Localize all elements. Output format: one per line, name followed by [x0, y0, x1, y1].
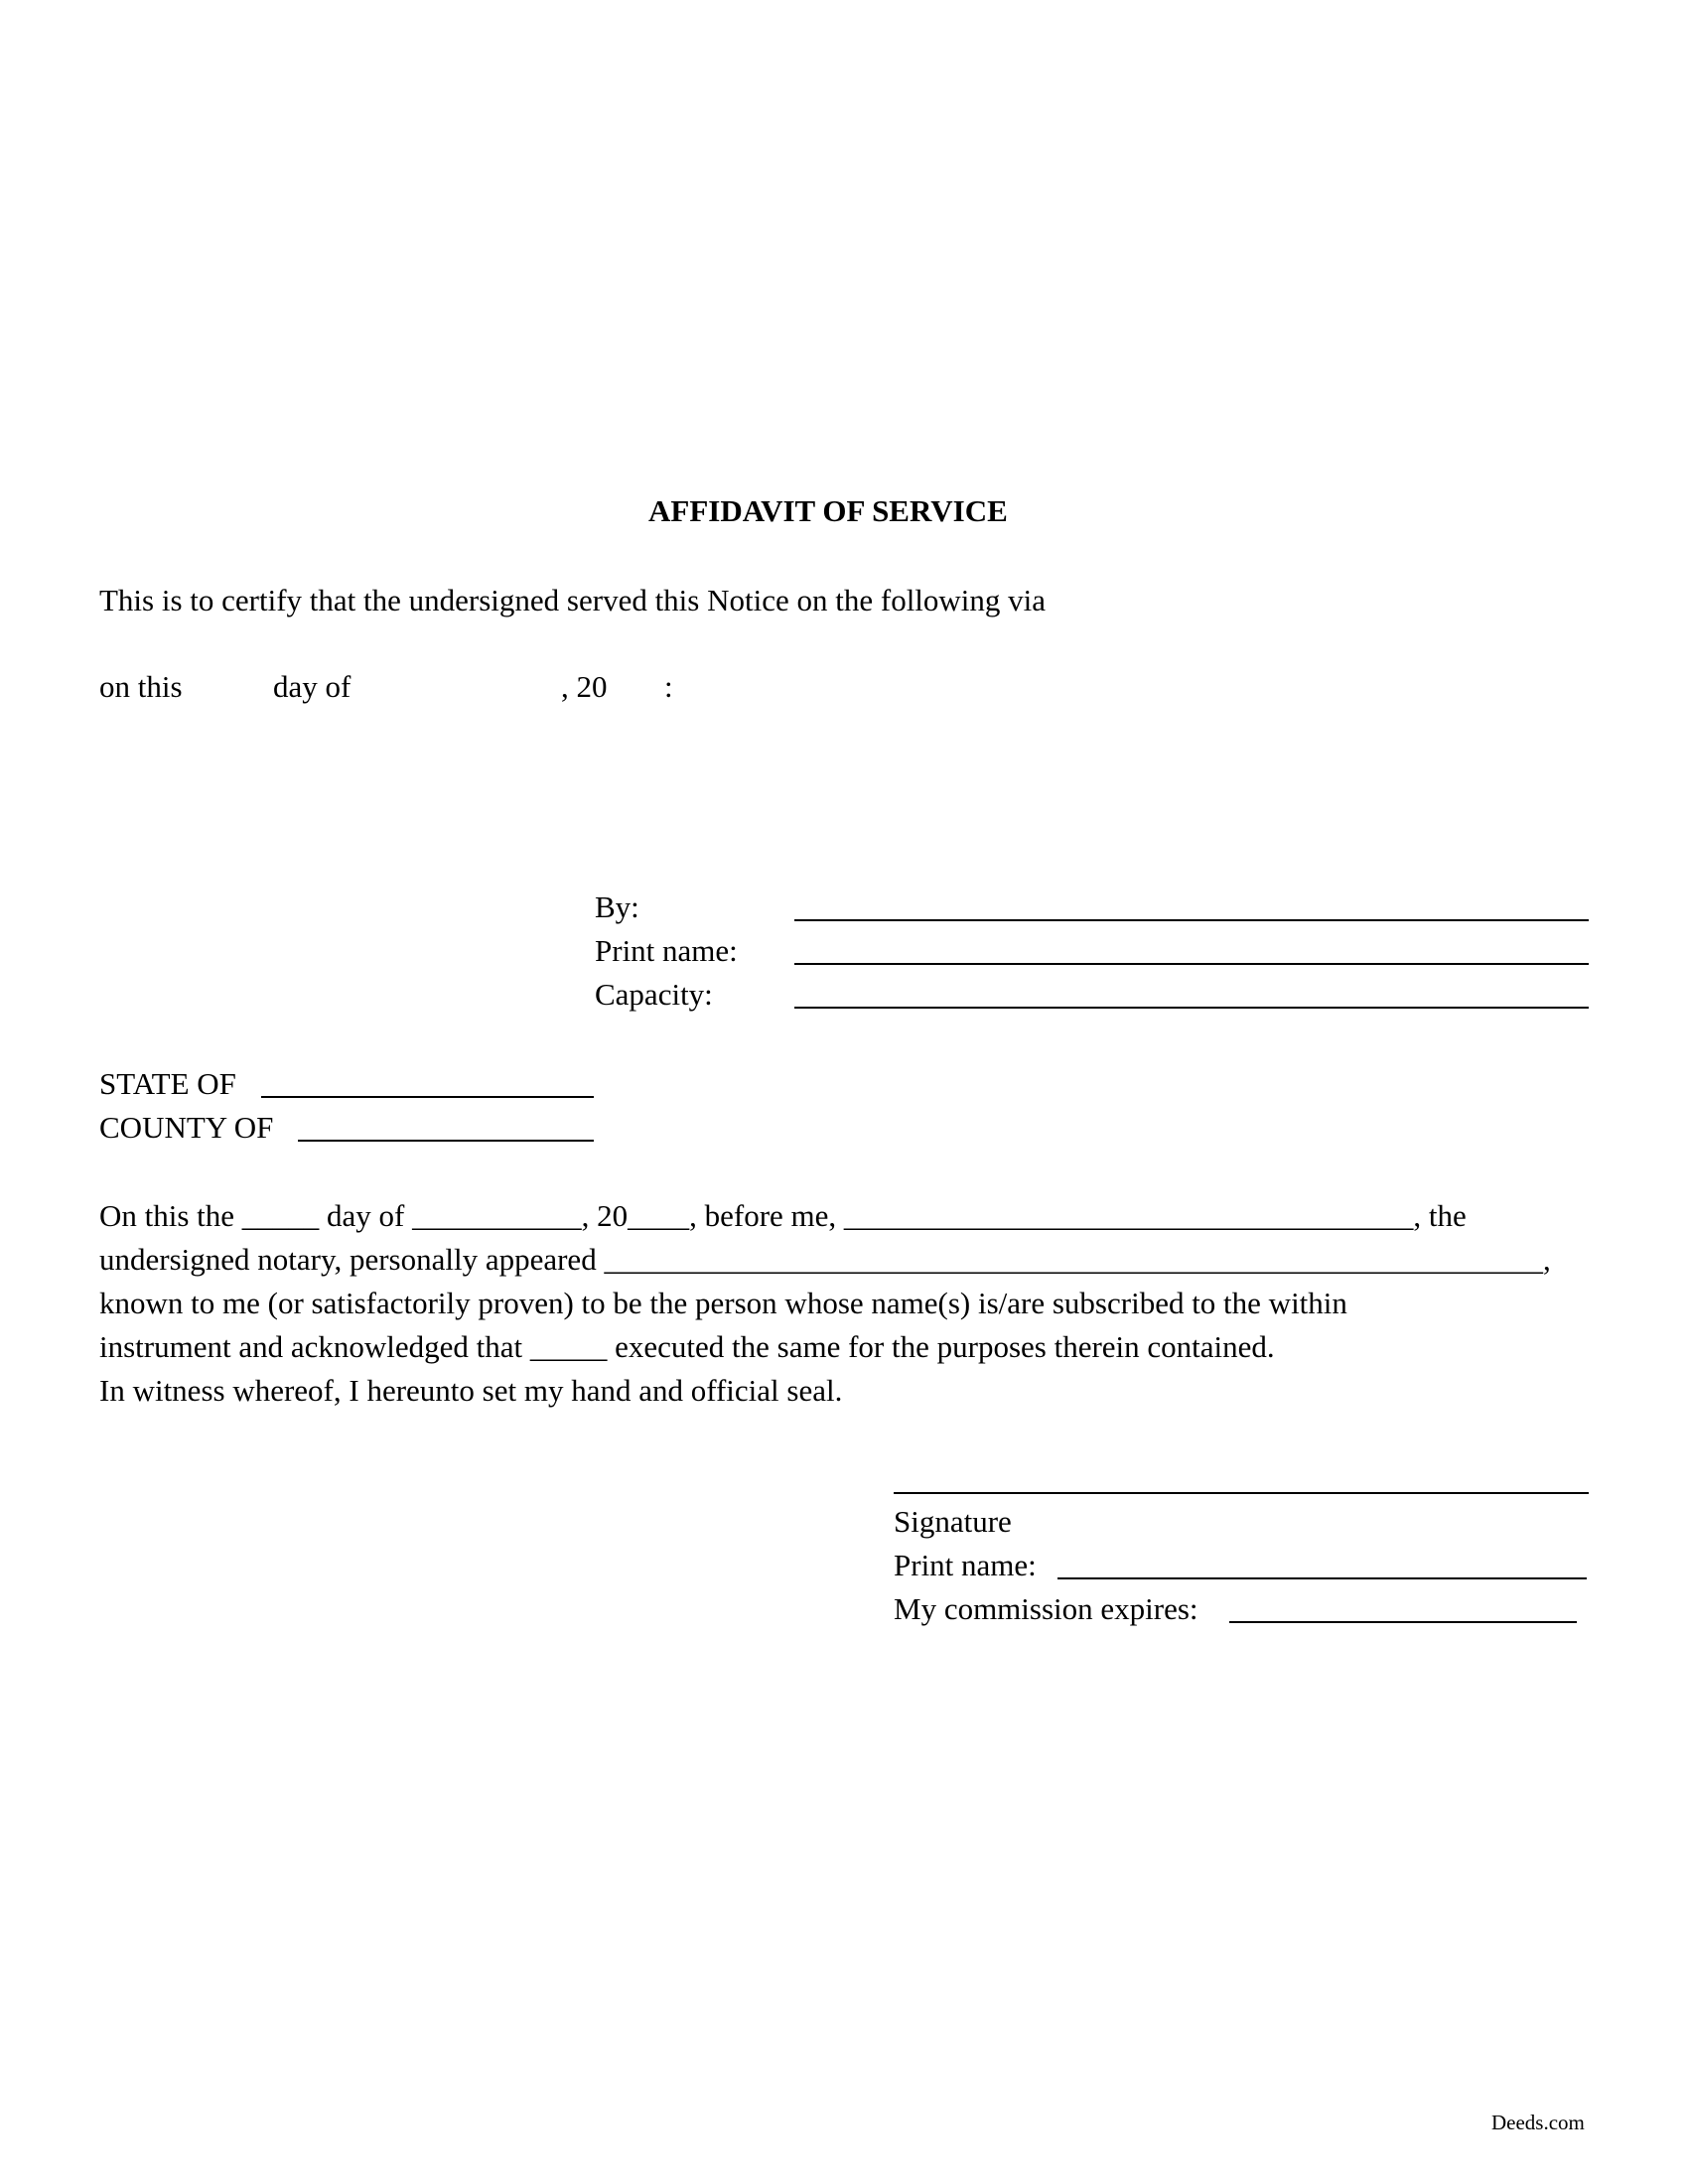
commission-expires-label: My commission expires: [894, 1591, 1198, 1626]
by-signature-line[interactable] [794, 919, 1589, 921]
state-of-label: STATE OF [99, 1066, 236, 1101]
notary-signature-line[interactable] [894, 1492, 1589, 1494]
capacity-line[interactable] [794, 1007, 1589, 1009]
acknowledgment-line-2: undersigned notary, personally appeared _____________________________________________________________, [99, 1242, 1551, 1277]
year-prefix-text: , 20 [561, 669, 608, 704]
acknowledgment-line-1: On this the _____ day of ___________, 20____, before me, _____________________________________, the [99, 1198, 1467, 1233]
signer-print-name-label: Print name: [595, 933, 738, 968]
certify-line: This is to certify that the undersigned served this Notice on the following via [99, 583, 1047, 617]
signature-label: Signature [894, 1504, 1012, 1539]
county-of-line[interactable] [298, 1140, 594, 1142]
acknowledgment-line-3: known to me (or satisfactorily proven) to be the person whose name(s) is/are subscribed to the within [99, 1286, 1347, 1320]
colon-text: : [664, 669, 673, 704]
footer-brand: Deeds.com [1491, 2111, 1585, 2134]
capacity-label: Capacity: [595, 977, 713, 1012]
notary-print-name-label: Print name: [894, 1548, 1037, 1582]
county-of-label: COUNTY OF [99, 1110, 274, 1145]
acknowledgment-line-5: In witness whereof, I hereunto set my hand and official seal. [99, 1373, 843, 1408]
state-of-line[interactable] [261, 1096, 594, 1098]
by-label: By: [595, 889, 639, 924]
document-title: AFFIDAVIT OF SERVICE [648, 493, 1008, 528]
notary-print-name-line[interactable] [1057, 1577, 1587, 1579]
on-this-text: on this [99, 669, 183, 704]
acknowledgment-line-4: instrument and acknowledged that _____ executed the same for the purposes therein contained. [99, 1329, 1275, 1364]
signer-print-name-line[interactable] [794, 963, 1589, 965]
day-of-text: day of [273, 669, 352, 704]
commission-expires-line[interactable] [1229, 1621, 1577, 1623]
